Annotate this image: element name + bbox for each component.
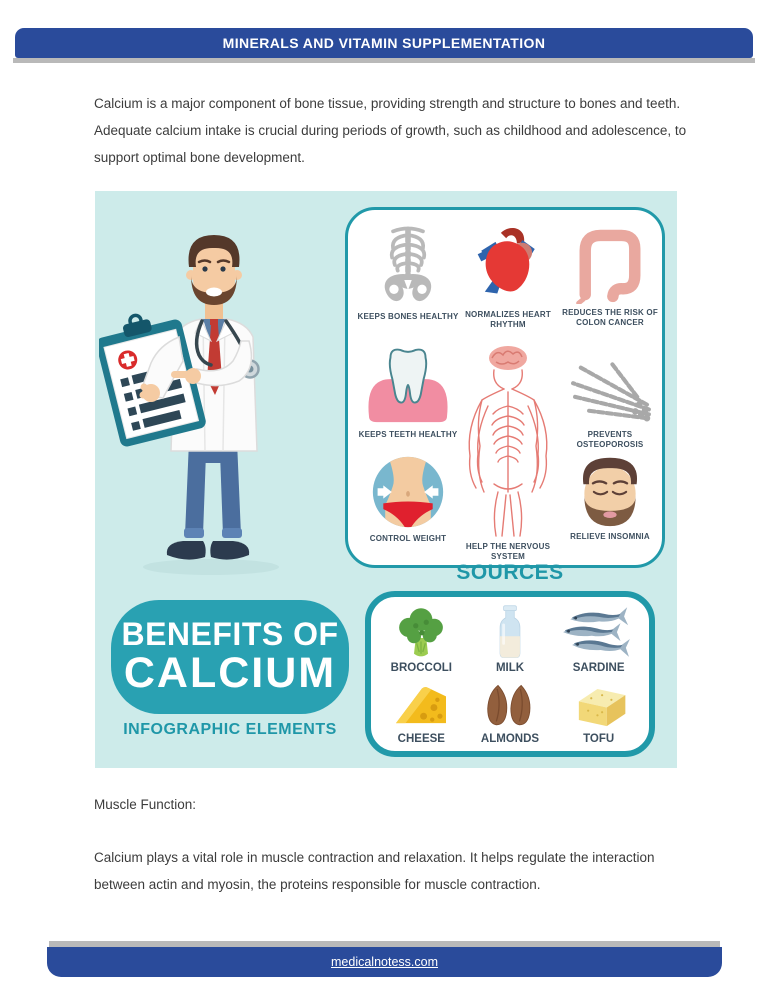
muscle-function-heading: Muscle Function: bbox=[94, 797, 197, 812]
benefit-label: CONTROL WEIGHT bbox=[369, 534, 447, 543]
cheese-icon bbox=[392, 680, 450, 730]
nervous-system-icon bbox=[458, 342, 558, 538]
muscle-line: between actin and myosin, the proteins responsible for muscle contraction. bbox=[94, 877, 541, 892]
doctor-illustration-icon bbox=[99, 229, 317, 577]
title-line2: CALCIUM bbox=[123, 649, 337, 698]
benefit-label: REDUCES THE RISK OF COLON CANCER bbox=[562, 308, 658, 328]
source-broccoli bbox=[377, 603, 466, 674]
sleeping-face-icon bbox=[572, 452, 648, 528]
benefit-label: PREVENTS OSTEOPOROSIS bbox=[576, 430, 644, 450]
source-cheese bbox=[377, 674, 466, 745]
muscle-paragraph bbox=[94, 844, 694, 898]
tooth-gum-icon bbox=[362, 346, 454, 426]
source-sardine bbox=[554, 603, 643, 674]
benefit-label: KEEPS BONES HEALTHY bbox=[357, 312, 459, 321]
source-label: SARDINE bbox=[572, 662, 625, 674]
sources-heading: SOURCES bbox=[456, 561, 564, 584]
tofu-icon bbox=[568, 682, 630, 730]
benefit-label: HELP THE NERVOUS SYSTEM bbox=[465, 542, 551, 562]
benefit-label: RELIEVE INSOMNIA bbox=[570, 532, 650, 541]
source-milk bbox=[466, 603, 555, 674]
header-shadow bbox=[13, 58, 755, 63]
benefit-label: KEEPS TEETH HEALTHY bbox=[358, 430, 458, 439]
almonds-icon bbox=[482, 682, 538, 730]
colon-icon bbox=[571, 224, 649, 304]
benefit-label: NORMALIZES HEART RHYTHM bbox=[465, 310, 551, 330]
source-label: ALMONDS bbox=[480, 733, 540, 745]
benefit-osteoporosis bbox=[562, 356, 658, 451]
hand-bones-icon bbox=[565, 356, 655, 426]
footer-site-link[interactable]: medicalnotess.com bbox=[331, 955, 438, 969]
footer-bar bbox=[47, 947, 722, 977]
infographic-title bbox=[111, 600, 349, 714]
source-label: TOFU bbox=[583, 733, 615, 745]
benefits-panel bbox=[345, 207, 665, 568]
slim-waist-icon bbox=[370, 454, 446, 530]
intro-paragraph bbox=[94, 90, 694, 171]
intro-line: Adequate calcium intake is crucial during periods of growth, such as childhood and adolescence, to bbox=[94, 123, 687, 138]
ribcage-pelvis-icon bbox=[366, 222, 450, 308]
intro-line: Calcium is a major component of bone tissue, providing strength and structure to bones and teeth. bbox=[94, 96, 681, 111]
benefit-colon bbox=[562, 224, 658, 329]
milk-bottle-icon bbox=[497, 605, 523, 659]
benefit-weight bbox=[356, 454, 460, 544]
benefit-heart bbox=[456, 224, 560, 331]
sources-panel bbox=[365, 591, 655, 757]
muscle-line: Calcium plays a vital role in muscle contraction and relaxation. It helps regulate the interaction bbox=[94, 850, 655, 865]
benefit-nervous-system bbox=[456, 342, 560, 572]
calcium-infographic bbox=[95, 191, 677, 768]
source-label: CHEESE bbox=[397, 733, 445, 745]
source-label: BROCCOLI bbox=[390, 662, 452, 674]
benefit-bones bbox=[356, 222, 460, 322]
source-almonds bbox=[466, 674, 555, 745]
heart-icon bbox=[468, 224, 548, 306]
source-tofu bbox=[554, 674, 643, 745]
page-title: MINERALS AND VITAMIN SUPPLEMENTATION bbox=[15, 28, 753, 58]
intro-line: support optimal bone development. bbox=[94, 150, 305, 165]
source-label: MILK bbox=[495, 662, 525, 674]
infographic-subtitle: INFOGRAPHIC ELEMENTS bbox=[123, 721, 337, 738]
benefit-teeth bbox=[356, 346, 460, 440]
title-line1: BENEFITS OF bbox=[121, 615, 339, 652]
sardine-icon bbox=[557, 607, 641, 659]
benefit-insomnia bbox=[562, 452, 658, 542]
broccoli-icon bbox=[393, 603, 449, 659]
